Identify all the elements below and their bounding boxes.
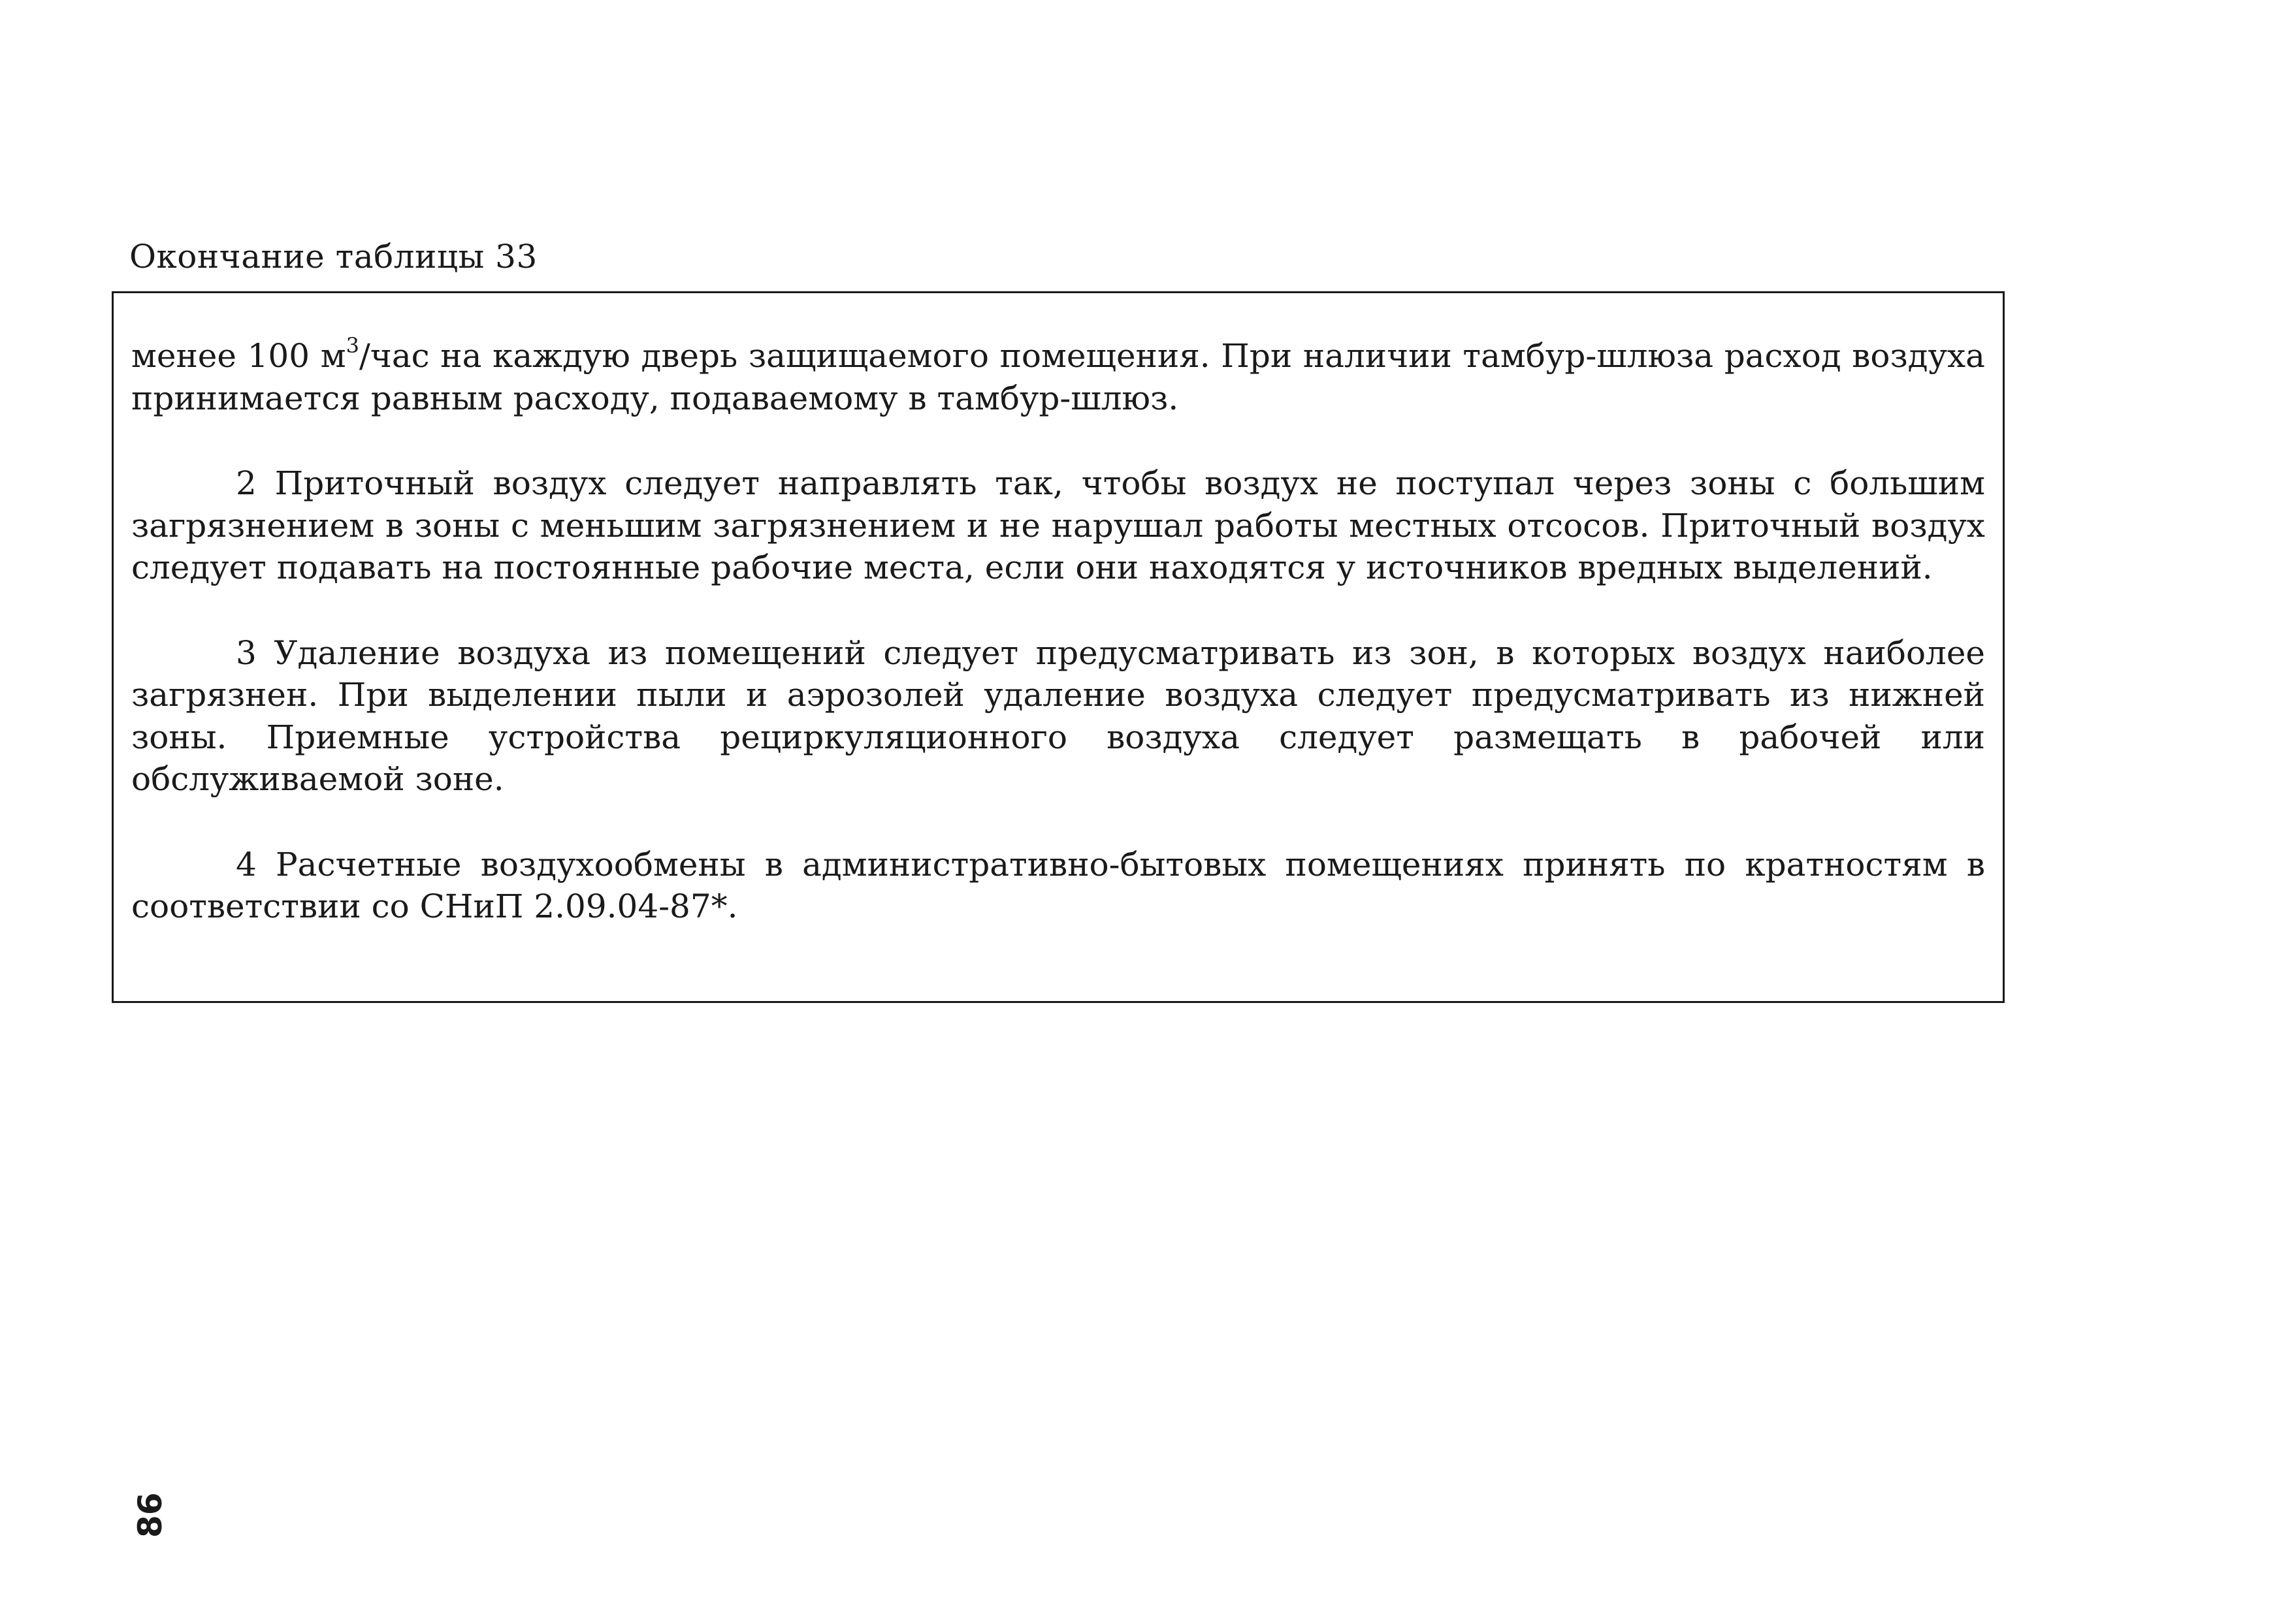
superscript-cubic: 3	[346, 333, 359, 358]
paragraph-continued	[131, 335, 1985, 419]
note-3: 3 Удаление воздуха из помещений следует предусматривать из зон, в которых воздух наиболее загрязнен. При выделении пыли и аэрозолей удаление воздуха следует предусматривать из нижней зоны. Приемные устройства рециркуляционного воздуха следует размещать в рабочей или обслуживаемой зоне.	[131, 633, 1985, 798]
paragraph-continued-end: /час на каждую дверь защищаемого помещения. При наличии тамбур-шлюза расход воздуха принимается равным расходу, подаваемому в тамбур-шлюз.	[131, 337, 1985, 417]
note-2: 2 Приточный воздух следует направлять так, чтобы воздух не поступал через зоны с большим загрязнением в зоны с меньшим загрязнением и не нарушал работы местных отсосов. Приточный воздух следует подавать на постоянные рабочие места, если они находятся у источников вредных выделений.	[131, 464, 1985, 586]
note-4: 4 Расчетные воздухообмены в административно-бытовых помещениях принять по кратностям в соответствии со СНиП 2.09.04-87*.	[131, 845, 1985, 925]
table-cell	[131, 335, 1985, 928]
table-caption: Окончание таблицы 33	[129, 238, 538, 276]
page-number: 86	[131, 1492, 169, 1538]
table-continuation	[112, 291, 2005, 1003]
paragraph-continued-start: менее 100 м	[131, 337, 346, 375]
